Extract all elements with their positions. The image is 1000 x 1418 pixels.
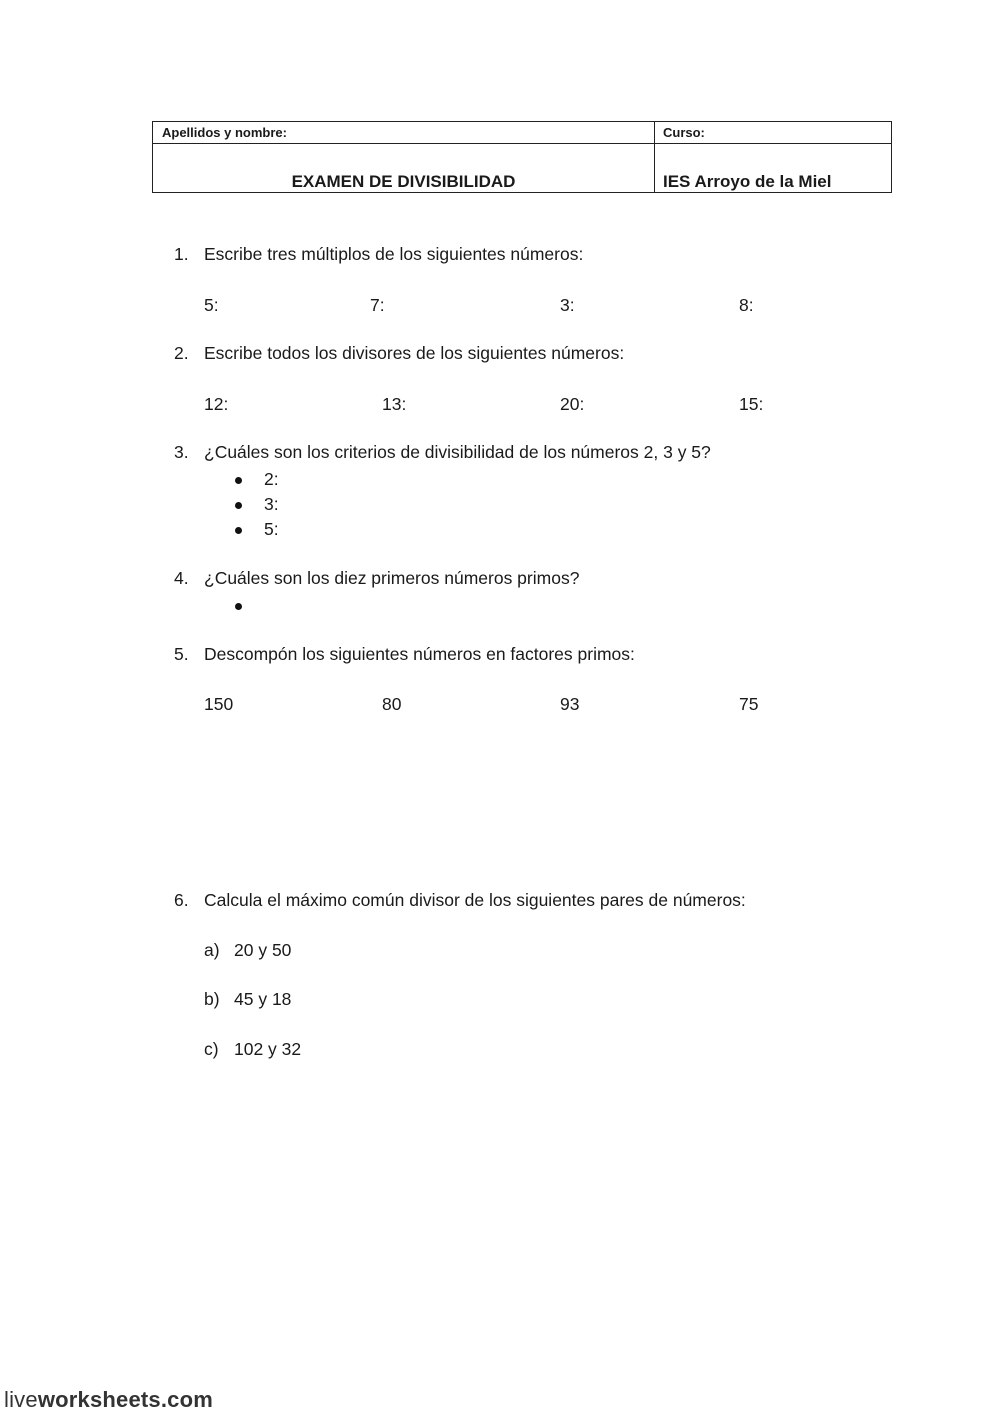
q2-item: 12: [204, 394, 229, 414]
bullet-icon [235, 502, 242, 509]
question-2 [0, 343, 1000, 367]
q2-item: 20: [560, 394, 585, 414]
bullet-icon [235, 603, 242, 610]
q1-item: 8: [739, 295, 754, 315]
q1-item: 7: [370, 295, 385, 315]
question-number: 4. [174, 568, 189, 588]
question-text: Descompón los siguientes números en factores primos: [204, 644, 635, 664]
q2-item: 13: [382, 394, 407, 414]
question-4 [0, 568, 1000, 592]
q6-subitem [0, 1039, 1000, 1063]
exam-title: EXAMEN DE DIVISIBILIDAD [291, 172, 516, 191]
q6-subitem [0, 989, 1000, 1013]
q5-item: 75 [739, 694, 759, 714]
q1-item: 3: [560, 295, 575, 315]
bullet-icon [235, 527, 242, 534]
subitem-letter: b) [204, 989, 220, 1009]
bullet-item [0, 494, 1000, 518]
question-1 [0, 244, 1000, 268]
bullet-text: 3: [264, 494, 279, 514]
header-table [152, 121, 892, 193]
q5-item: 93 [560, 694, 580, 714]
bullet-item [0, 595, 1000, 619]
bullet-text: 5: [264, 519, 279, 539]
q5-item: 150 [204, 694, 234, 714]
subitem-text: 102 y 32 [234, 1039, 302, 1059]
subitem-letter: a) [204, 940, 220, 960]
question-6 [0, 890, 1000, 914]
logo-bold-part: worksheets [37, 1387, 161, 1412]
question-number: 1. [174, 244, 189, 264]
bullet-item [0, 519, 1000, 543]
q2-item: 15: [739, 394, 764, 414]
liveworksheets-logo [4, 1387, 213, 1413]
q1-item: 5: [204, 295, 219, 315]
name-label: Apellidos y nombre: [162, 125, 287, 140]
logo-light-part: live [4, 1387, 38, 1412]
school-name: IES Arroyo de la Miel [663, 172, 832, 191]
question-text: Escribe tres múltiplos de los siguientes números: [204, 244, 584, 264]
question-number: 3. [174, 442, 189, 462]
subitem-text: 20 y 50 [234, 940, 292, 960]
question-text: Calcula el máximo común divisor de los siguientes pares de números: [204, 890, 746, 910]
bullet-icon [235, 477, 242, 484]
q6-subitem [0, 940, 1000, 964]
bullet-text: 2: [264, 469, 279, 489]
question-number: 6. [174, 890, 189, 910]
bullet-item [0, 469, 1000, 493]
question-5 [0, 644, 1000, 668]
subitem-letter: c) [204, 1039, 219, 1059]
question-text: Escribe todos los divisores de los siguientes números: [204, 343, 625, 363]
question-text: ¿Cuáles son los criterios de divisibilidad de los números 2, 3 y 5? [204, 442, 711, 462]
q5-item: 80 [382, 694, 402, 714]
subitem-text: 45 y 18 [234, 989, 292, 1009]
question-3 [0, 442, 1000, 466]
question-number: 2. [174, 343, 189, 363]
course-label: Curso: [663, 125, 705, 140]
logo-suffix: .com [160, 1387, 214, 1412]
header-column-divider [654, 122, 655, 192]
question-text: ¿Cuáles son los diez primeros números primos? [204, 568, 580, 588]
question-number: 5. [174, 644, 189, 664]
